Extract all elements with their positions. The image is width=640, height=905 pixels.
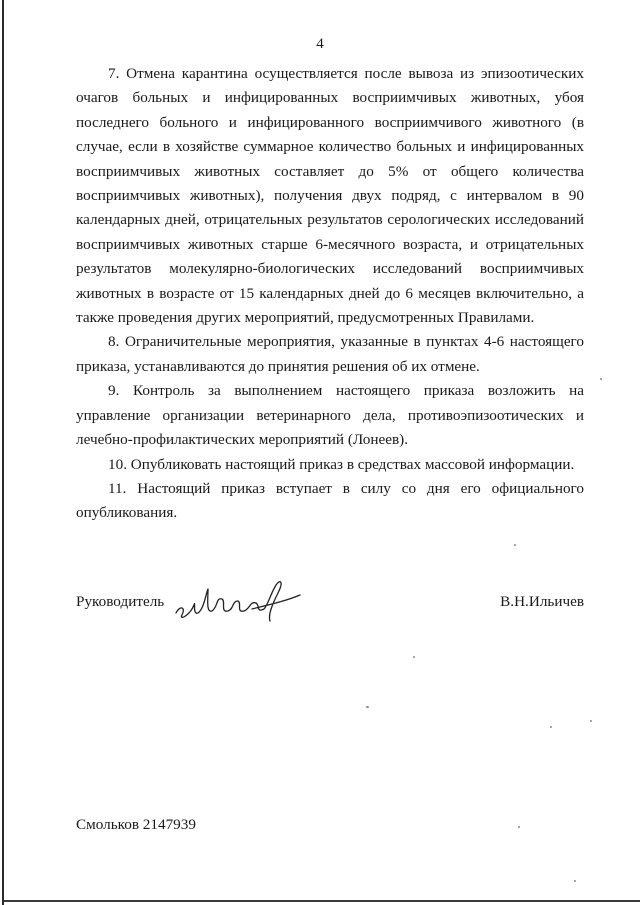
- handwritten-signature: [172, 575, 304, 623]
- scan-speck: [550, 726, 552, 728]
- scan-speck: [514, 544, 516, 546]
- signer-name: В.Н.Ильичев: [500, 593, 584, 610]
- paragraph-7: 7. Отмена карантина осуществляется после вывоза из эпизоотических очагов больных и инфицированных восприимчивых животных, убоя последнего больного и инфицированного восприимчивого животного (в случае, если в хозяйстве суммарное количество больных и инфицированных восприимчивых животных составляет до 5% от общего количества восприимчивых животных), получения двух подряд, с интервалом в 90 календарных дней, отрицательных результатов серологических исследований восприимчивых животных старше 6-месячного возраста, и отрицательных результатов молекулярно-биологических исследований восприимчивых животных в возрасте от 15 календарных дней до 6 месяцев включительно, а также проведения других мероприятий, предусмотренных Правилами.: [76, 65, 584, 327]
- paragraph-11: 11. Настоящий приказ вступает в силу со дня его официального опубликования.: [76, 479, 584, 522]
- page-scan-edge: [2, 0, 4, 905]
- paragraph-8: 8. Ограничительные мероприятия, указанные в пунктах 4-6 настоящего приказа, устанавливаются до принятия решения об их отмене.: [76, 333, 584, 375]
- scan-speck: [518, 826, 520, 828]
- signature-block: [76, 589, 584, 619]
- page-scan-bottom-edge: [4, 900, 640, 902]
- scan-speck: [366, 706, 369, 708]
- executor-note: Смольков 2147939: [76, 816, 196, 833]
- page-number: 4: [316, 36, 324, 52]
- scan-speck: [590, 720, 592, 722]
- paragraph-9: 9. Контроль за выполнением настоящего приказа возложить на управление организации ветеринарного дела, противоэпизоотических и лечебно-профилактических мероприятий (Лонеев).: [76, 382, 584, 449]
- scan-speck: [574, 880, 576, 882]
- scan-speck: [600, 378, 602, 380]
- scan-speck: [413, 656, 415, 658]
- signer-role: Руководитель: [76, 593, 165, 610]
- paragraph-10: 10. Опубликовать настоящий приказ в средствах массовой информации.: [108, 455, 575, 473]
- order-body: [76, 62, 584, 526]
